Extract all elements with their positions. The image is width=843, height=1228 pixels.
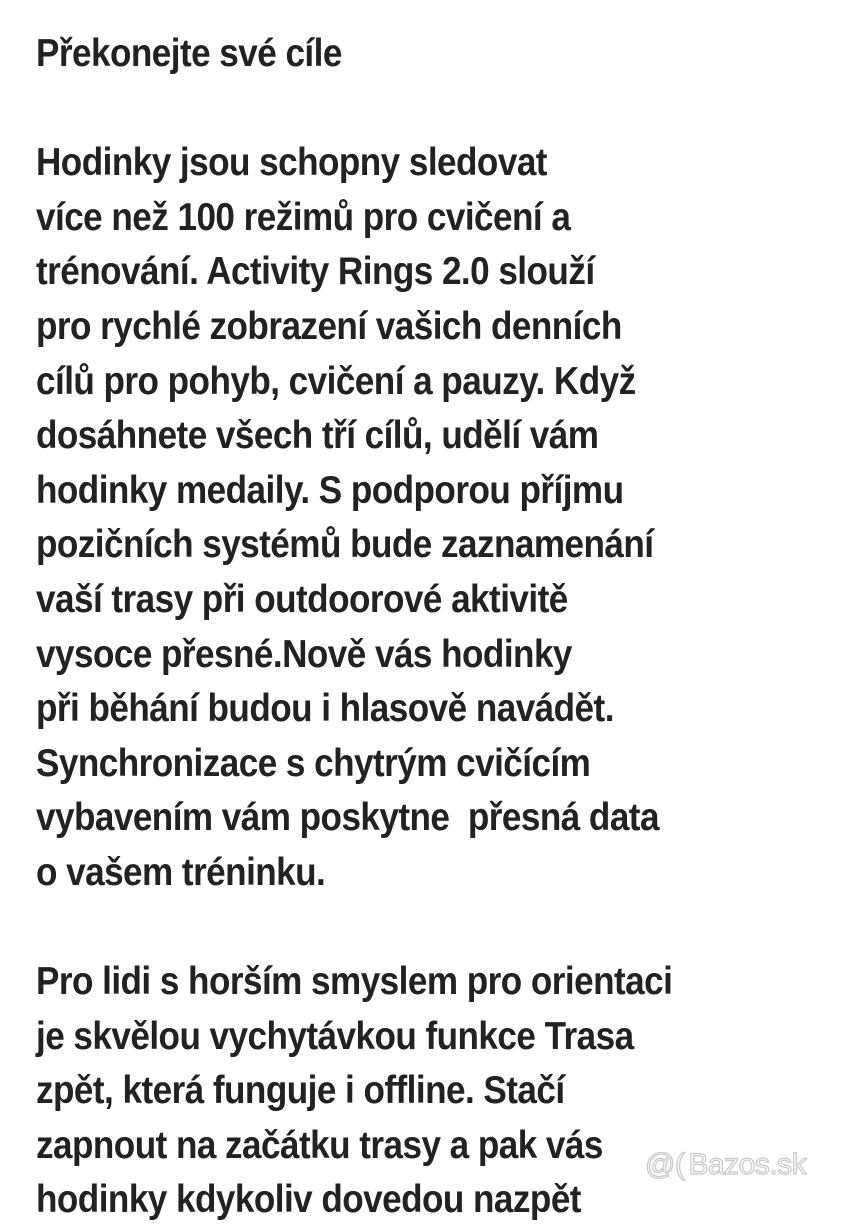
- text-line: hodinky kdykoliv dovedou nazpět: [36, 1178, 581, 1222]
- text-line: zpět, která funguje i offline. Stačí: [36, 1069, 565, 1113]
- text-line: Hodinky jsou schopny sledovat: [36, 141, 547, 185]
- bazos-watermark: [645, 1148, 806, 1182]
- text-line: o vašem tréninku.: [36, 850, 326, 894]
- text-line: vaší trasy při outdoorové aktivitě: [36, 577, 568, 621]
- text-line: dosáhnete všech tří cílů, udělí vám: [36, 414, 599, 458]
- at-sign-icon: @(: [645, 1148, 685, 1181]
- text-line: trénování. Activity Rings 2.0 slouží: [36, 250, 595, 294]
- paragraph-navigation: [36, 955, 843, 1228]
- paragraph-features: [36, 136, 843, 900]
- text-line: vybavením vám poskytne přesná data: [36, 796, 659, 840]
- spacer: [36, 901, 843, 956]
- spacer: [36, 82, 843, 137]
- text-line: Pro lidi s horším smyslem pro orientaci: [36, 960, 673, 1004]
- text-line: cílů pro pohyb, cvičení a pauzy. Když: [36, 359, 636, 403]
- text-line: pro rychlé zobrazení vašich denních: [36, 304, 622, 348]
- document-heading: Překonejte své cíle: [36, 32, 342, 75]
- text-line: zapnout na začátku trasy a pak vás: [36, 1123, 603, 1167]
- text-line: hodinky medaily. S podporou příjmu: [36, 468, 624, 512]
- text-line: více než 100 režimů pro cvičení a: [36, 195, 571, 239]
- text-line: při běhání budou i hlasově navádět.: [36, 687, 614, 731]
- text-line: Synchronizace s chytrým cvičícím: [36, 741, 591, 785]
- watermark-text: Bazos.sk: [688, 1148, 807, 1181]
- text-line: je skvělou vychytávkou funkce Trasa: [36, 1014, 634, 1058]
- document-body: [36, 27, 843, 1228]
- text-line: pozičních systémů bude zaznamenání: [36, 523, 654, 567]
- text-line: vysoce přesné.Nově vás hodinky: [36, 632, 572, 676]
